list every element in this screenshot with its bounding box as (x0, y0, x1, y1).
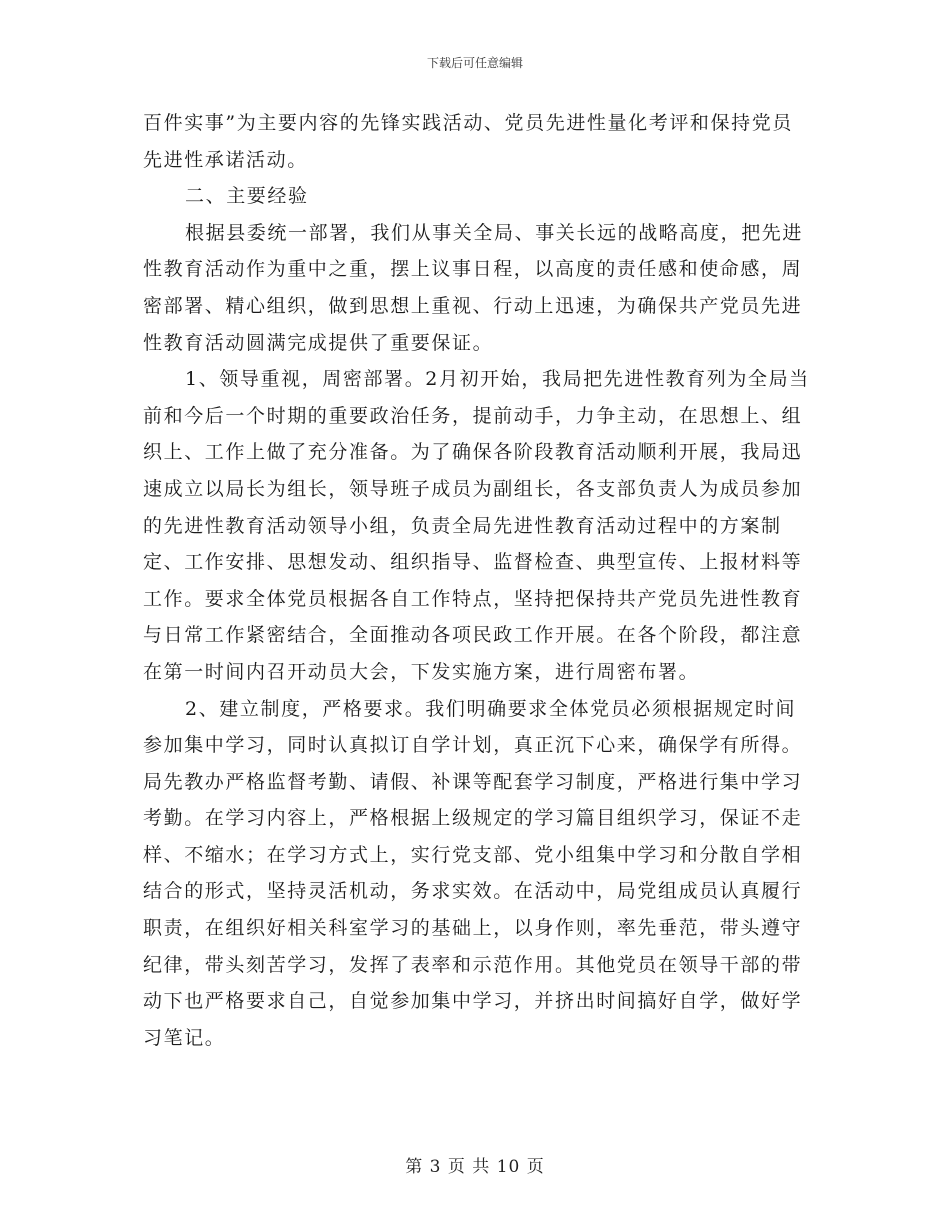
paragraph-system: 2、建立制度，严格要求。我们明确要求全体党员必须根据规定时间参加集中学习，同时认真拟订自学计划，真正沉下心来，确保学有所得。局先教办严格监督考勤、请假、补课等配套学习制度，严格进行集中学习考勤。在学习内容上，严格根据上级规定的学习篇目组织学习，保证不走样、不缩水；在学习方式上，实行党支部、党小组集中学习和分散自学相结合的形式，坚持灵活机动，务求实效。在活动中，局党组成员认真履行职责，在组织好相关科室学习的基础上，以身作则，率先垂范，带头遵守纪律，带头刻苦学习，发挥了表率和示范作用。其他党员在领导干部的带动下也严格要求自己，自觉参加集中学习，并挤出时间搞好自学，做好学习笔记。 (143, 697, 803, 1049)
page-number: 第 3 页 共 10 页 (405, 1157, 545, 1177)
section-heading: 二、主要经验 (185, 185, 309, 208)
paragraph-main-experience: 根据县委统一部署，我们从事关全局、事关长远的战略高度，把先进性教育活动作为重中之重，摆上议事日程，以高度的责任感和使命感，周密部署、精心组织，做到思想上重视、行动上迅速，为确保共产党员先进性教育活动圆满完成提供了重要保证。 (143, 221, 804, 354)
paragraph-continuation: 百件实事”为主要内容的先锋实践活动、党员先进性量化考评和保持党员先进性承诺活动。 (143, 112, 793, 171)
header-note: 下载后可任意编辑 (426, 56, 523, 70)
paragraph-leadership: 1、领导重视，周密部署。2月初开始，我局把先进性教育列为全局当前和今后一个时期的重要政治任务，提前动手，力争主动，在思想上、组织上、工作上做了充分准备。为了确保各阶段教育活动顺利开展，我局迅速成立以局长为组长，领导班子成员为副组长，各支部负责人为成员参加的先进性教育活动领导小组，负责全局先进性教育活动过程中的方案制定、工作安排、思想发动、组织指导、监督检查、典型宣传、上报材料等工作。要求全体党员根据各自工作特点，坚持把保持共产党员先进性教育与日常工作紧密结合，全面推动各项民政工作开展。在各个阶段，都注意在第一时间内召开动员大会，下发实施方案，进行周密布署。 (143, 368, 810, 683)
document-body (143, 105, 811, 1056)
